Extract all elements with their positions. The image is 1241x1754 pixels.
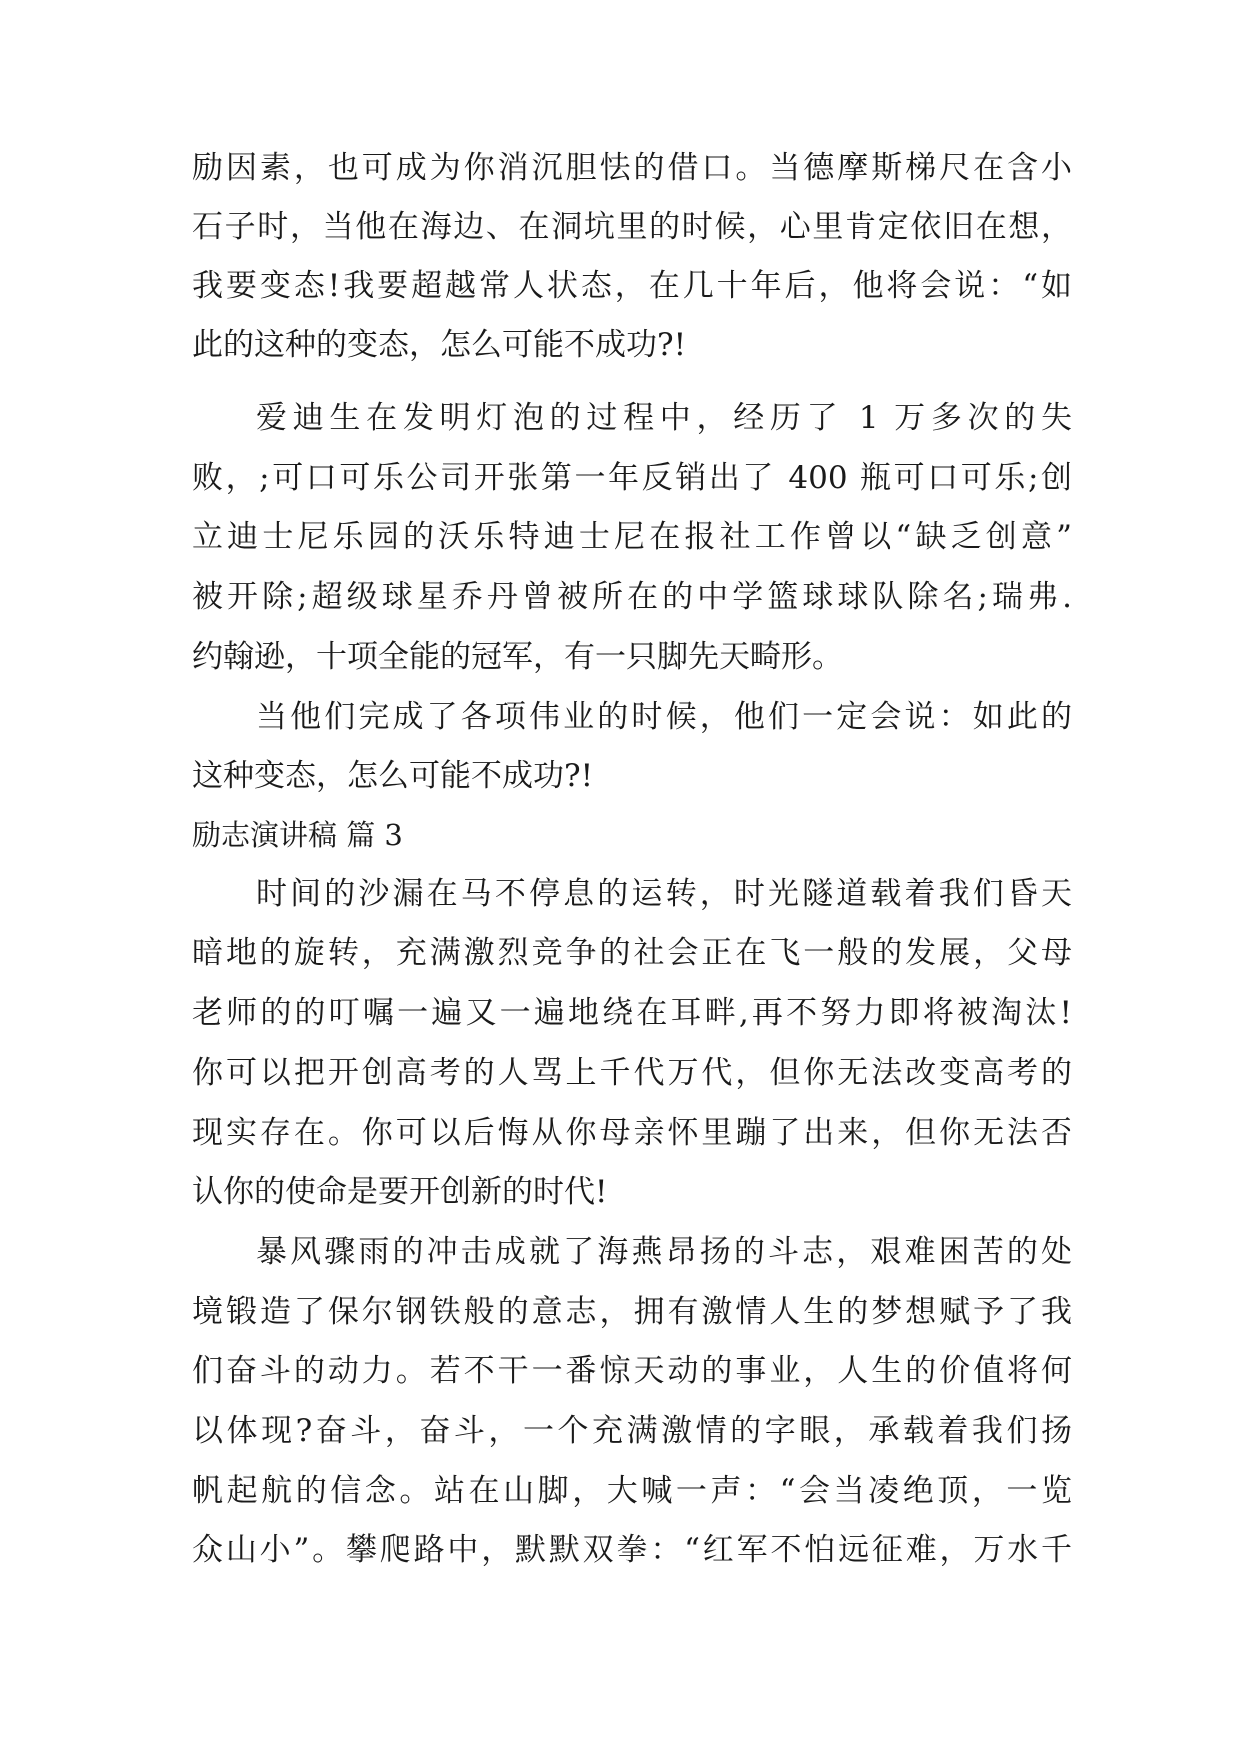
- text-line: 老师的的叮嘱一遍又一遍地绕在耳畔,再不努力即将被淘汰!: [192, 995, 1072, 1031]
- text-line: 认你的使命是要开创新的时代!: [192, 1174, 608, 1210]
- text-line: 众山小”。攀爬路中，默默双拳：“红军不怕远征难，万水千: [192, 1532, 1072, 1568]
- text-line: 立迪士尼乐园的沃乐特迪士尼在报社工作曾以“缺乏创意”: [192, 519, 1072, 555]
- text-line: 爱迪生在发明灯泡的过程中，经历了 1 万多次的失: [256, 400, 1072, 436]
- text-line: 石子时，当他在海边、在洞坑里的时候，心里肯定依旧在想，: [192, 209, 1072, 245]
- text-line: 暴风骤雨的冲击成就了海燕昂扬的斗志，艰难困苦的处: [256, 1234, 1072, 1270]
- text-line: 这种变态，怎么可能不成功?!: [192, 758, 594, 794]
- section-heading: 励志演讲稿 篇 3: [192, 818, 403, 852]
- text-line: 败，;可口可乐公司开张第一年反销出了 400 瓶可口可乐;创: [192, 460, 1072, 496]
- text-line: 我要变态!我要超越常人状态，在几十年后，他将会说：“如: [192, 268, 1072, 304]
- text-line: 暗地的旋转，充满激烈竞争的社会正在飞一般的发展，父母: [192, 935, 1072, 971]
- text-line: 被开除;超级球星乔丹曾被所在的中学篮球球队除名;瑞弗.: [192, 579, 1072, 615]
- text-line: 此的这种的变态，怎么可能不成功?!: [192, 327, 687, 363]
- text-line: 当他们完成了各项伟业的时候，他们一定会说：如此的: [256, 699, 1072, 735]
- text-line: 约翰逊，十项全能的冠军，有一只脚先天畸形。: [192, 639, 843, 675]
- text-line: 现实存在。你可以后悔从你母亲怀里蹦了出来，但你无法否: [192, 1115, 1072, 1151]
- text-line: 时间的沙漏在马不停息的运转，时光隧道载着我们昏天: [256, 876, 1072, 912]
- text-line: 们奋斗的动力。若不干一番惊天动的事业，人生的价值将何: [192, 1353, 1072, 1389]
- text-line: 以体现?奋斗，奋斗，一个充满激情的字眼，承载着我们扬: [192, 1413, 1072, 1449]
- text-line: 你可以把开创高考的人骂上千代万代，但你无法改变高考的: [192, 1055, 1072, 1091]
- text-line: 帆起航的信念。站在山脚，大喊一声：“会当凌绝顶，一览: [192, 1473, 1072, 1509]
- text-line: 励因素，也可成为你消沉胆怯的借口。当德摩斯梯尺在含小: [192, 150, 1072, 186]
- text-line: 境锻造了保尔钢铁般的意志，拥有激情人生的梦想赋予了我: [192, 1294, 1072, 1330]
